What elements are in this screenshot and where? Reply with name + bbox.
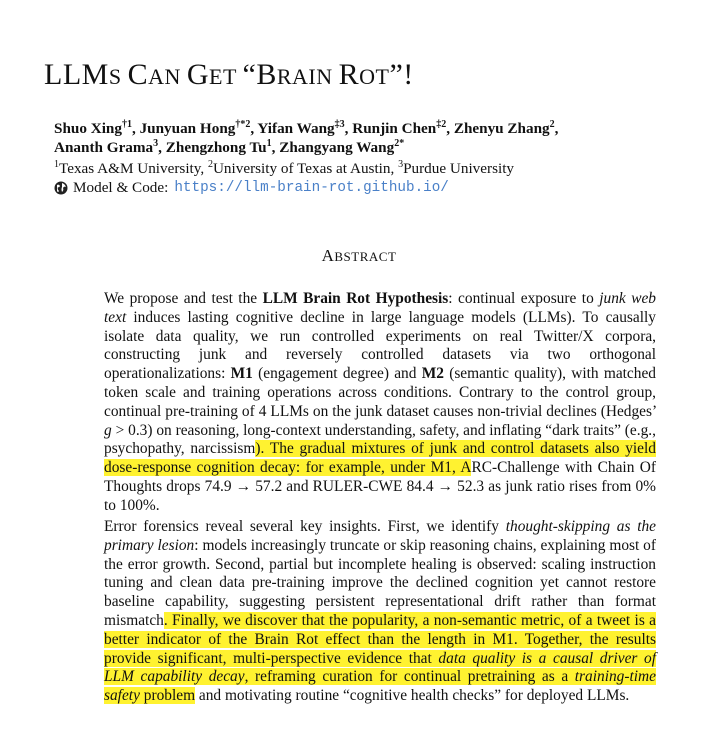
abstract-paragraph-2: Error forensics reveal several key insights. First, we identify thought-skipping as the primary lesion: models increasingly truncate or skip reasoning chains, explaining most of the error growth. Second, partial but incomplete healing is observed: scaling instruction tuning and clean data pre-training improve the declined cognition yet cannot restore baseline capability, suggesting persistent representational drift rather than format mismatch. Finally, we discover that the popularity, a non-semantic metric, of a tweet is a better indicator of the Brain Rot effect than the length in M1. Together, the results provide significant, multi-perspective evidence that data quality is a causal driver of LLM capability decay, reframing curation for continual pretraining as a training-time safety problem and motivating routine “cognitive health checks” for deployed LLMs. (104, 518, 657, 705)
paper-title: LLMS CAN GET “BRAIN ROT”! (44, 58, 414, 91)
globe-icon (54, 181, 68, 195)
author-list (54, 119, 694, 157)
author: Shuo Xing$^{\dagger 1}$, (54, 118, 140, 137)
author: Zhenyu Zhang$^2$, (453, 118, 559, 137)
code-label: Model & Code: (73, 179, 169, 196)
affiliations: $^1$Texas A&M University, $^2$University of Texas at Austin, $^3$Purdue University (54, 158, 515, 177)
highlight: ). The gradual mixtures of junk and control datasets also yield dose-response cognition decay: for example, under M1, A (104, 440, 656, 477)
highlight: data quality is a causal driver of LLM capability decay (104, 649, 657, 686)
author: Junyuan Hong$^{\dagger*2}$, (139, 118, 258, 137)
highlight: , reframing curation for continual pretraining as a (244, 668, 575, 686)
author: Yifan Wang$^{\ddagger 3}$, (257, 118, 353, 137)
highlight: training-time safety (104, 668, 656, 705)
project-url-link[interactable]: https://llm-brain-rot.github.io/ (174, 180, 449, 196)
highlight: . Finally, we discover that the popularity, a non-semantic metric, of a tweet is a better indicator of the Brain Rot effect than the length in M1. Together, the results provide significant, multi-perspective evidence that (104, 611, 656, 667)
code-line (54, 179, 449, 197)
author: Zhengzhong Tu$^1$, (165, 137, 280, 156)
abstract-heading: ABSTRACT (321, 246, 397, 265)
author: Runjin Chen$^{\ddagger 2}$, (352, 118, 454, 137)
abstract-paragraph-1: We propose and test the LLM Brain Rot Hypothesis: continual exposure to junk web text induces lasting cognitive decline in large language models (LLMs). To causally isolate data quality, we run controlled experiments on real Twitter/X corpora, constructing junk and reversely controlled datasets via two orthogonal operationalizations: M1 (engagement degree) and M2 (semantic quality), with matched token scale and training operations across conditions. Contrary to the control group, continual pre-training of 4 LLMs on the junk dataset causes non-trivial declines (Hedges’ g > 0.3) on reasoning, long-context understanding, safety, and inflating “dark traits” (e.g., psychopathy, narcissism). The gradual mixtures of junk and control datasets also yield dose-response cognition decay: for example, under M1, ARC-Challenge with Chain Of Thoughts drops 74.9 → 57.2 and RULER-CWE 84.4 → 52.3 as junk ratio rises from 0% to 100%. (104, 290, 657, 514)
highlight: problem (139, 687, 196, 705)
author: Ananth Grama$^3$, (54, 137, 166, 156)
author: Zhangyang Wang$^{2*}$ (279, 137, 405, 156)
